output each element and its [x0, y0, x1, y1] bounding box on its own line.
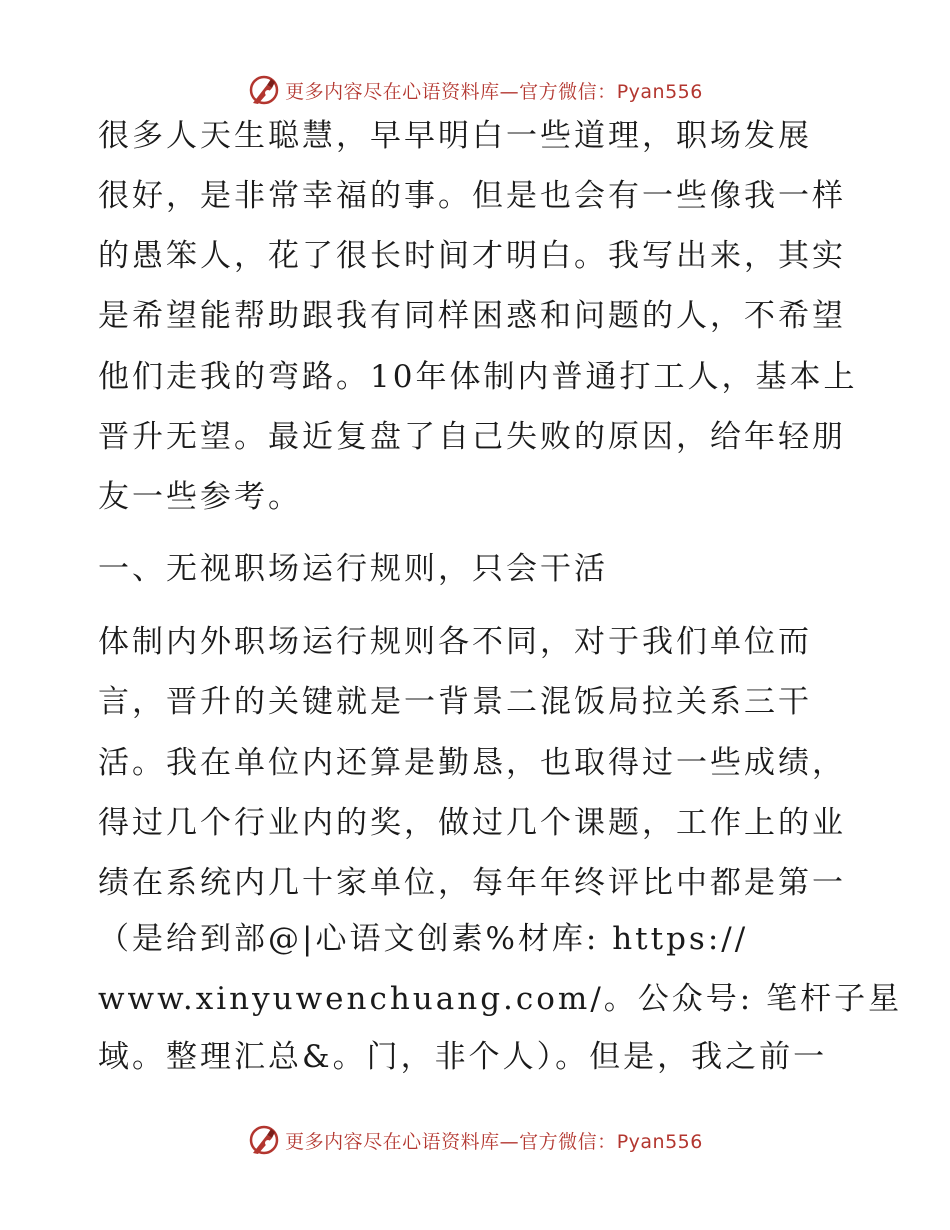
- text-line: 是希望能帮助跟我有同样困惑和问题的人，不希望: [98, 298, 846, 334]
- banner-text: [285, 1127, 703, 1154]
- footer-banner: [0, 1120, 950, 1160]
- text-line: www.xinyuwenchuang.com/。公众号: 笔杆子星: [98, 981, 903, 1017]
- text-line: 言，晋升的关键就是一背景二混饭局拉关系三干: [98, 684, 812, 720]
- banner-separator: —: [499, 1130, 520, 1153]
- text-line: 很多人天生聪慧，早早明白一些道理，职场发展: [98, 118, 812, 154]
- text-line: 很好，是非常幸福的事。但是也会有一些像我一样: [98, 178, 846, 214]
- banner-wechat-label: 官方微信：: [519, 1130, 617, 1153]
- banner-title: 更多内容尽在心语资料库: [285, 80, 500, 103]
- pen-logo-icon: [247, 1123, 281, 1157]
- banner-wechat-id: Pyan556: [616, 1130, 703, 1153]
- text-line: 友一些参考。: [98, 479, 302, 515]
- text-line: （是给到部@|心语文创素%材库: https://: [98, 921, 749, 957]
- text-line: 活。我在单位内还算是勤恳，也取得过一些成绩，: [98, 745, 846, 781]
- banner-wechat-label: 官方微信：: [519, 80, 617, 103]
- banner-title: 更多内容尽在心语资料库: [285, 1130, 500, 1153]
- header-banner: [0, 70, 950, 110]
- text-line: 绩在系统内几十家单位，每年年终评比中都是第一: [98, 865, 846, 901]
- banner-text: [285, 77, 703, 104]
- text-line: 域。整理汇总&。门，非个人）。但是，我之前一: [98, 1039, 828, 1075]
- pen-logo-icon: [247, 73, 281, 107]
- banner-separator: —: [499, 80, 520, 103]
- text-line: 体制内外职场运行规则各不同，对于我们单位而: [98, 624, 812, 660]
- banner-wechat-id: Pyan556: [616, 80, 703, 103]
- text-line: 他们走我的弯路。10年体制内普通打工人，基本上: [98, 359, 858, 395]
- text-line: 的愚笨人，花了很长时间才明白。我写出来，其实: [98, 238, 846, 274]
- section-heading: 一、无视职场运行规则，只会干活: [98, 551, 608, 587]
- text-line: 得过几个行业内的奖，做过几个课题，工作上的业: [98, 805, 846, 841]
- text-line: 晋升无望。最近复盘了自己失败的原因，给年轻朋: [98, 419, 846, 455]
